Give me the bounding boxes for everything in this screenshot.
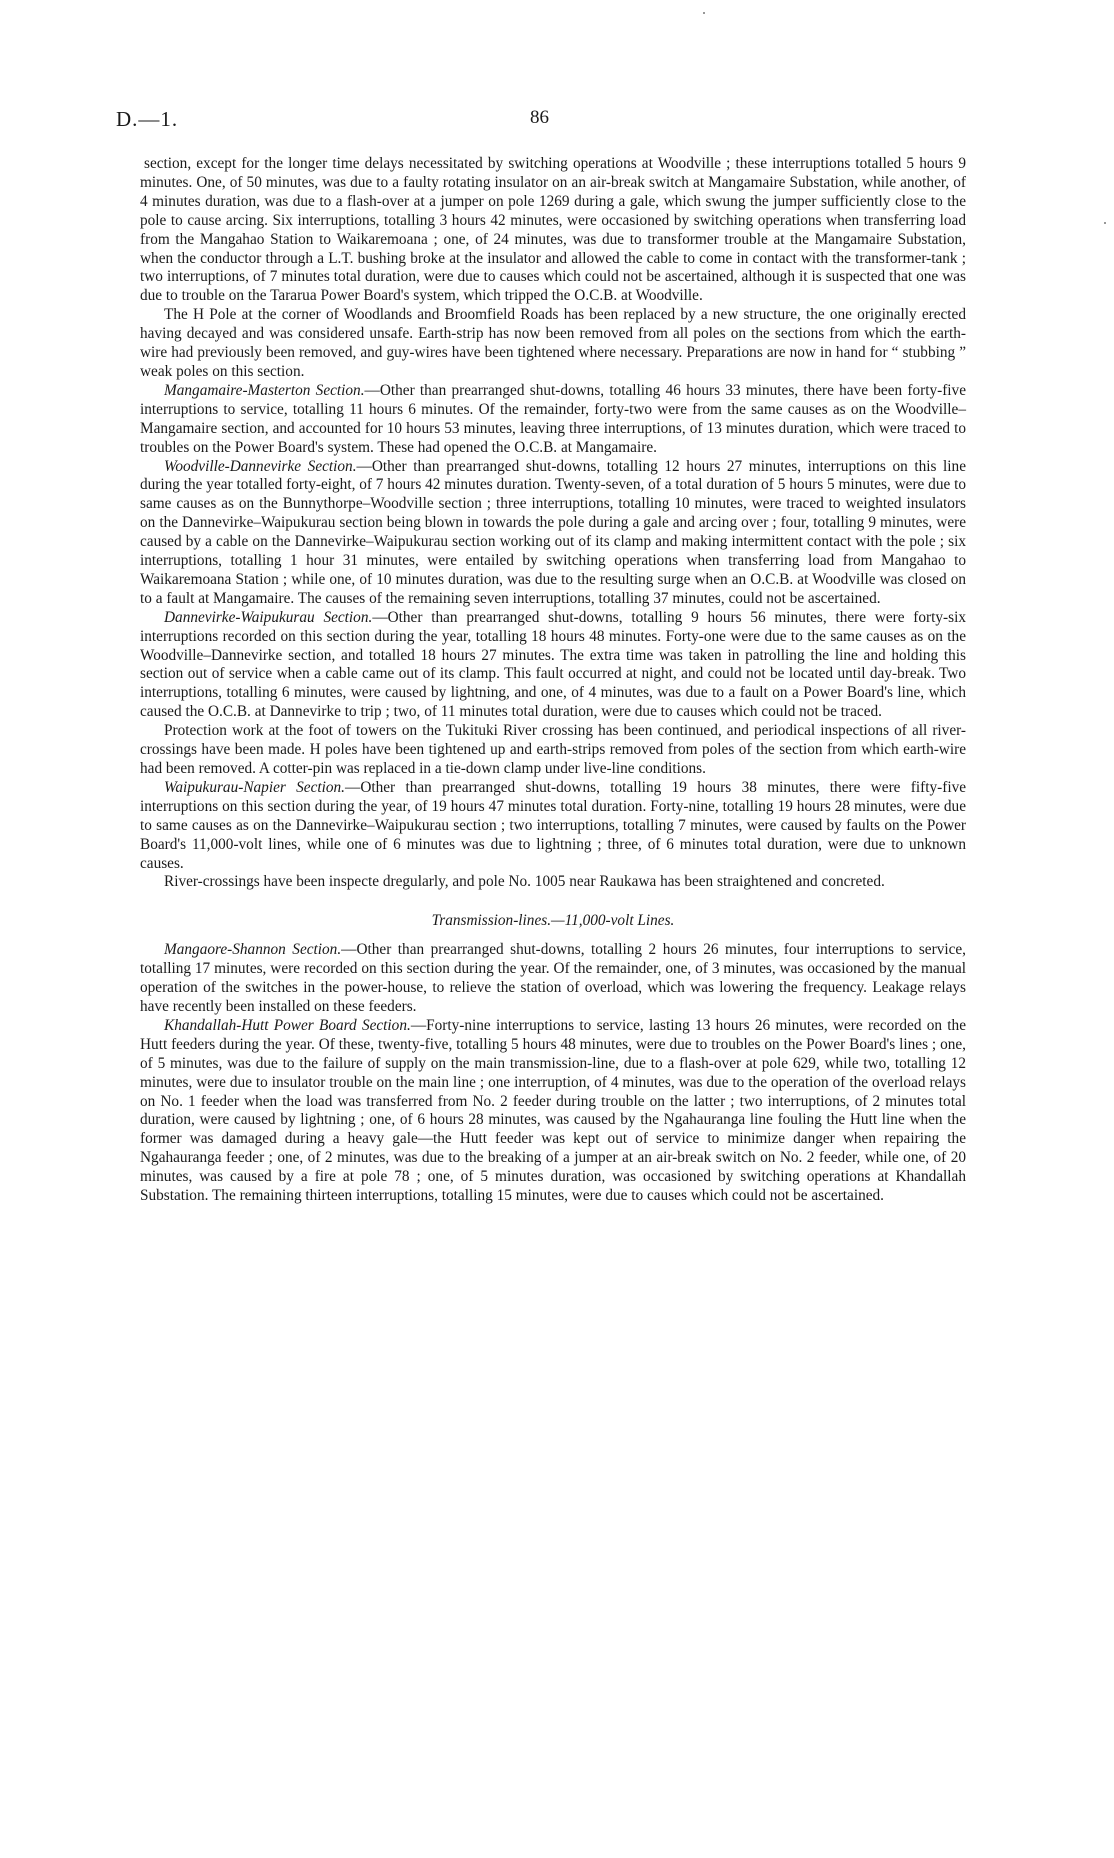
section-title: Waipukurau-Napier Section. [164, 778, 346, 796]
paragraph: The H Pole at the corner of Woodlands and Broomfield Roads has been replaced by a new structure, the one originally erected having decayed and was considered unsafe. Earth-strip has now been removed from all poles on the sections from which the earth-wire had previously been removed, and guy-wires have been tightened where necessary. Preparations are now in hand for “ stubbing ” weak poles on this section. [140, 306, 966, 380]
section-title: Dannevirke-Waipukurau Section. [164, 608, 373, 626]
section-heading: Transmission-lines.—11,000-volt Lines. [431, 912, 675, 930]
paragraph: Protection work at the foot of towers on the Tukituki River crossing has been continued, and periodical inspections of all river-crossings have been made. H poles have been tightened up and earth-strips removed from poles of the section from which earth-wire had been removed. A cotter-pin was replaced in a tie-down clamp under live-line conditions. [140, 722, 966, 777]
section-title: Mangamaire-Masterton Section. [164, 381, 365, 399]
document-reference: D.—1. [116, 107, 179, 131]
paragraph: Mangamaire-Masterton Section.—Other than prearranged shut-downs, totalling 46 hours 33 minutes, there have been forty-five interruptions to service, totalling 11 hours 6 minutes. Of the remainder, forty-two were from the same causes as on the Woodville–Mangamaire section, and accounted for 10 hours 53 minutes, leaving three interruptions, of 13 minutes duration, which were traced to troubles on the Power Board's system. These had opened the O.C.B. at Mangamaire. [140, 381, 966, 456]
page-header [116, 107, 956, 137]
section-title: Mangaore-Shannon Section. [164, 941, 342, 959]
paragraph: Mangaore-Shannon Section.—Other than prearranged shut-downs, totalling 2 hours 26 minutes, four interruptions to service, totalling 17 minutes, were recorded on this section during the year. Of the remainder, one, of 3 minutes, was occasioned by the manual operation of the switches in the power-house, to relieve the station of overload, which was lowering the frequency. Leakage relays have recently been installed on these feeders. [140, 941, 966, 1015]
section-title: Khandallah-Hutt Power Board Section. [164, 1016, 411, 1034]
paragraph: Khandallah-Hutt Power Board Section.—Forty-nine interruptions to service, lasting 13 hours 26 minutes, were recorded on the Hutt feeders during the year. Of these, twenty-five, totalling 5 hours 48 minutes, were due to troubles on the Power Board's lines ; one, of 5 minutes, was due to the failure of supply on the main transmission-line, due to a flash-over at pole 629, while two, totalling 12 minutes, were due to insulator trouble on the main line ; one interruption, of 4 minutes, was due to the operation of the overload relays on No. 1 feeder when the load was transferred from No. 2 feeder during trouble on the latter ; two interruptions, of 2 minutes total duration, were caused by lightning ; one, of 6 hours 28 minutes, was caused by the Ngahauranga line fouling the Hutt line when the former was damaged during a heavy gale—the Hutt feeder was kept out of service to minimize danger when repairing the Ngahauranga feeder ; one, of 2 minutes, was due to the breaking of a jumper at an air-break switch on No. 2 feeder, while one, of 20 minutes, was caused by a fire at pole 78 ; one, of 5 minutes duration, was occasioned by switching operations at Khandallah Substation. The remaining thirteen interruptions, totalling 15 minutes, were due to causes which could not be ascertained. [140, 1016, 966, 1205]
paragraph: Dannevirke-Waipukurau Section.—Other than prearranged shut-downs, totalling 9 hours 56 minutes, there were forty-six interruptions recorded on this section during the year, totalling 18 hours 48 minutes. Forty-one were due to the same causes as on the Woodville–Dannevirke section, and totalled 18 hours 27 minutes. The extra time was taken in patrolling the line and holding this section out of service when a cable came out of its clamp. This fault occurred at night, and could not be located until day-break. Two interruptions, totalling 6 minutes, were caused by lightning, and one, of 4 minutes, was due to a fault on a Power Board's line, which caused the O.C.B. at Dannevirke to trip ; two, of 11 minutes total duration, were due to causes which could not be traced. [140, 608, 966, 721]
page-number: 86 [530, 107, 549, 128]
scan-speck [1104, 222, 1106, 224]
paragraph: Waipukurau-Napier Section.—Other than prearranged shut-downs, totalling 19 hours 38 minutes, there were fifty-five interruptions on this section during the year, of 19 hours 47 minutes total duration. Forty-nine, totalling 19 hours 28 minutes, were due to same causes as on the Dannevirke–Waipukurau section ; two interruptions, totalling 7 minutes, were caused by faults on the Power Board's 11,000-volt lines, while one of 6 minutes was due to lightning ; three, of 6 minutes total duration, were due to unknown causes. [140, 778, 967, 872]
scan-speck [703, 12, 705, 14]
section-title: Woodville-Dannevirke Section. [164, 457, 357, 475]
paragraph: section, except for the longer time delays necessitated by switching operations at Woodville ; these interruptions totalled 5 hours 9 minutes. One, of 50 minutes, was due to a faulty rotating insulator on an air-break switch at Mangamaire Substation, while another, of 4 minutes duration, was due to a flash-over at a jumper on pole 1269 during a gale, which swung the jumper sufficiently close to the pole to cause arcing. Six interruptions, totalling 3 hours 42 minutes, were occasioned by switching operations when transferring load from the Mangahao Station to Waikaremoana ; one, of 24 minutes, was due to transformer trouble at the Mangamaire Substation, when the conductor through a L.T. bushing broke at the insulator and allowed the cable to come in contact with the transformer-tank ; two interruptions, of 7 minutes total duration, were due to causes which could not be ascertained, although it is suspected that one was due to trouble on the Tararua Power Board's system, which tripped the O.C.B. at Woodville. [140, 155, 966, 305]
paragraph: Woodville-Dannevirke Section.—Other than prearranged shut-downs, totalling 12 hours 27 minutes, interruptions on this line during the year totalled forty-eight, of 7 hours 42 minutes duration. Twenty-seven, of a total duration of 5 hours 5 minutes, were due to same causes as on the Bunnythorpe–Woodville section ; three interruptions, totalling 10 minutes, were traced to weighted insulators on the Dannevirke–Waipukurau section being blown in towards the pole during a gale and arcing over ; four, totalling 9 minutes, were caused by a cable on the Dannevirke–Waipukurau section working out of its clamp and making intermittent contact with the pole ; six interruptions, totalling 1 hour 31 minutes, were entailed by switching operations when transferring load from Mangahao to Waikaremoana Station ; while one, of 10 minutes duration, was due to the resulting surge when an O.C.B. at Woodville was closed on to a fault at Mangamaire. The causes of the remaining seven interruptions, totalling 37 minutes, could not be ascertained. [140, 457, 966, 607]
paragraph: River-crossings have been inspecte dregularly, and pole No. 1005 near Raukawa has been straightened and concreted. [164, 873, 885, 891]
body-text [140, 155, 966, 1206]
